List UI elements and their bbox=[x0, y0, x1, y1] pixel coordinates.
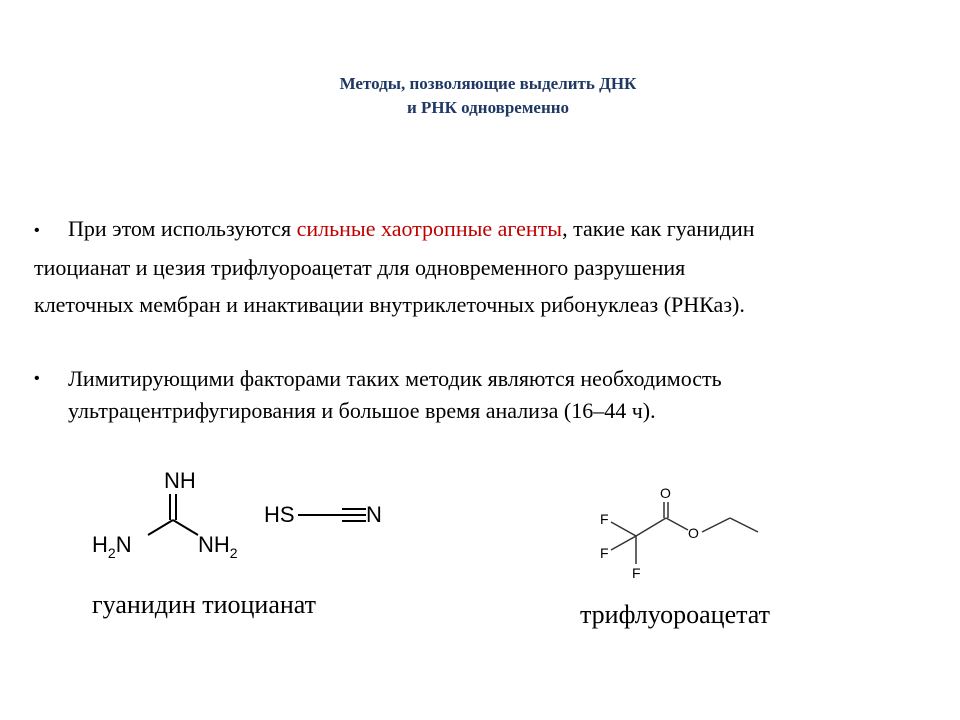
ester-ethyl-bond-2 bbox=[730, 518, 758, 532]
guanidine-bond-right bbox=[173, 520, 198, 535]
cf-bond-2 bbox=[611, 536, 636, 550]
trifluoroacetate-f1-label: F bbox=[600, 511, 609, 527]
title-line-1: Методы, позволяющие выделить ДНК bbox=[339, 74, 637, 93]
guanidine-thiocyanate-structure bbox=[86, 460, 396, 570]
trifluoroacetate-f2-label: F bbox=[600, 545, 609, 561]
trifluoroacetate-o-top-label: O bbox=[660, 485, 671, 501]
bullet-1-text-before: При этом используются bbox=[68, 216, 297, 241]
cf-bond-1 bbox=[611, 522, 636, 536]
title-line-2: и РНК одновременно bbox=[406, 98, 570, 117]
bullet-1-highlight: сильные хаотропные агенты bbox=[296, 216, 563, 241]
trifluoroacetate-o-ester-label: O bbox=[688, 525, 699, 541]
guanidine-nh-label: NH bbox=[164, 468, 196, 493]
caption-guanidine-thiocyanate: гуанидин тиоцианат bbox=[92, 590, 317, 619]
bullet-1-line-3: клеточных мембран и инактивации внутриклеточных рибонуклеаз (РНКаз). bbox=[34, 292, 745, 317]
trifluoroacetate-f3-label: F bbox=[632, 565, 641, 581]
guanidine-h2n-label: $H_2N$ bbox=[92, 532, 132, 561]
bullet-1-line-1 bbox=[68, 216, 755, 242]
bullet-2-line-1: Лимитирующими факторами таких методик являются необходимость bbox=[68, 366, 722, 391]
guanidine-bond-left bbox=[148, 520, 173, 535]
bullet-1-text-after: , такие как гуанидин bbox=[562, 216, 755, 241]
cf3-carbonyl-bond bbox=[636, 518, 666, 536]
bullet-marker-2: • bbox=[34, 370, 40, 387]
thiocyanate-hs-label: HS bbox=[264, 502, 295, 527]
thiocyanate-n-label: N bbox=[366, 502, 382, 527]
carbonyl-oxygen-bond bbox=[666, 518, 688, 530]
bullet-marker-1: • bbox=[34, 222, 40, 239]
trifluoroacetate-structure bbox=[590, 478, 770, 588]
guanidine-nh2-label: $NH_2$ bbox=[198, 532, 238, 561]
ester-ethyl-bond-1 bbox=[702, 518, 730, 532]
caption-trifluoroacetate: трифлуороацетат bbox=[580, 600, 771, 629]
bullet-1-line-2: тиоцианат и цезия трифлуороацетат для одновременного разрушения bbox=[34, 255, 686, 280]
bullet-2-line-2: ультрацентрифугирования и большое время анализа (16–44 ч). bbox=[68, 398, 656, 423]
